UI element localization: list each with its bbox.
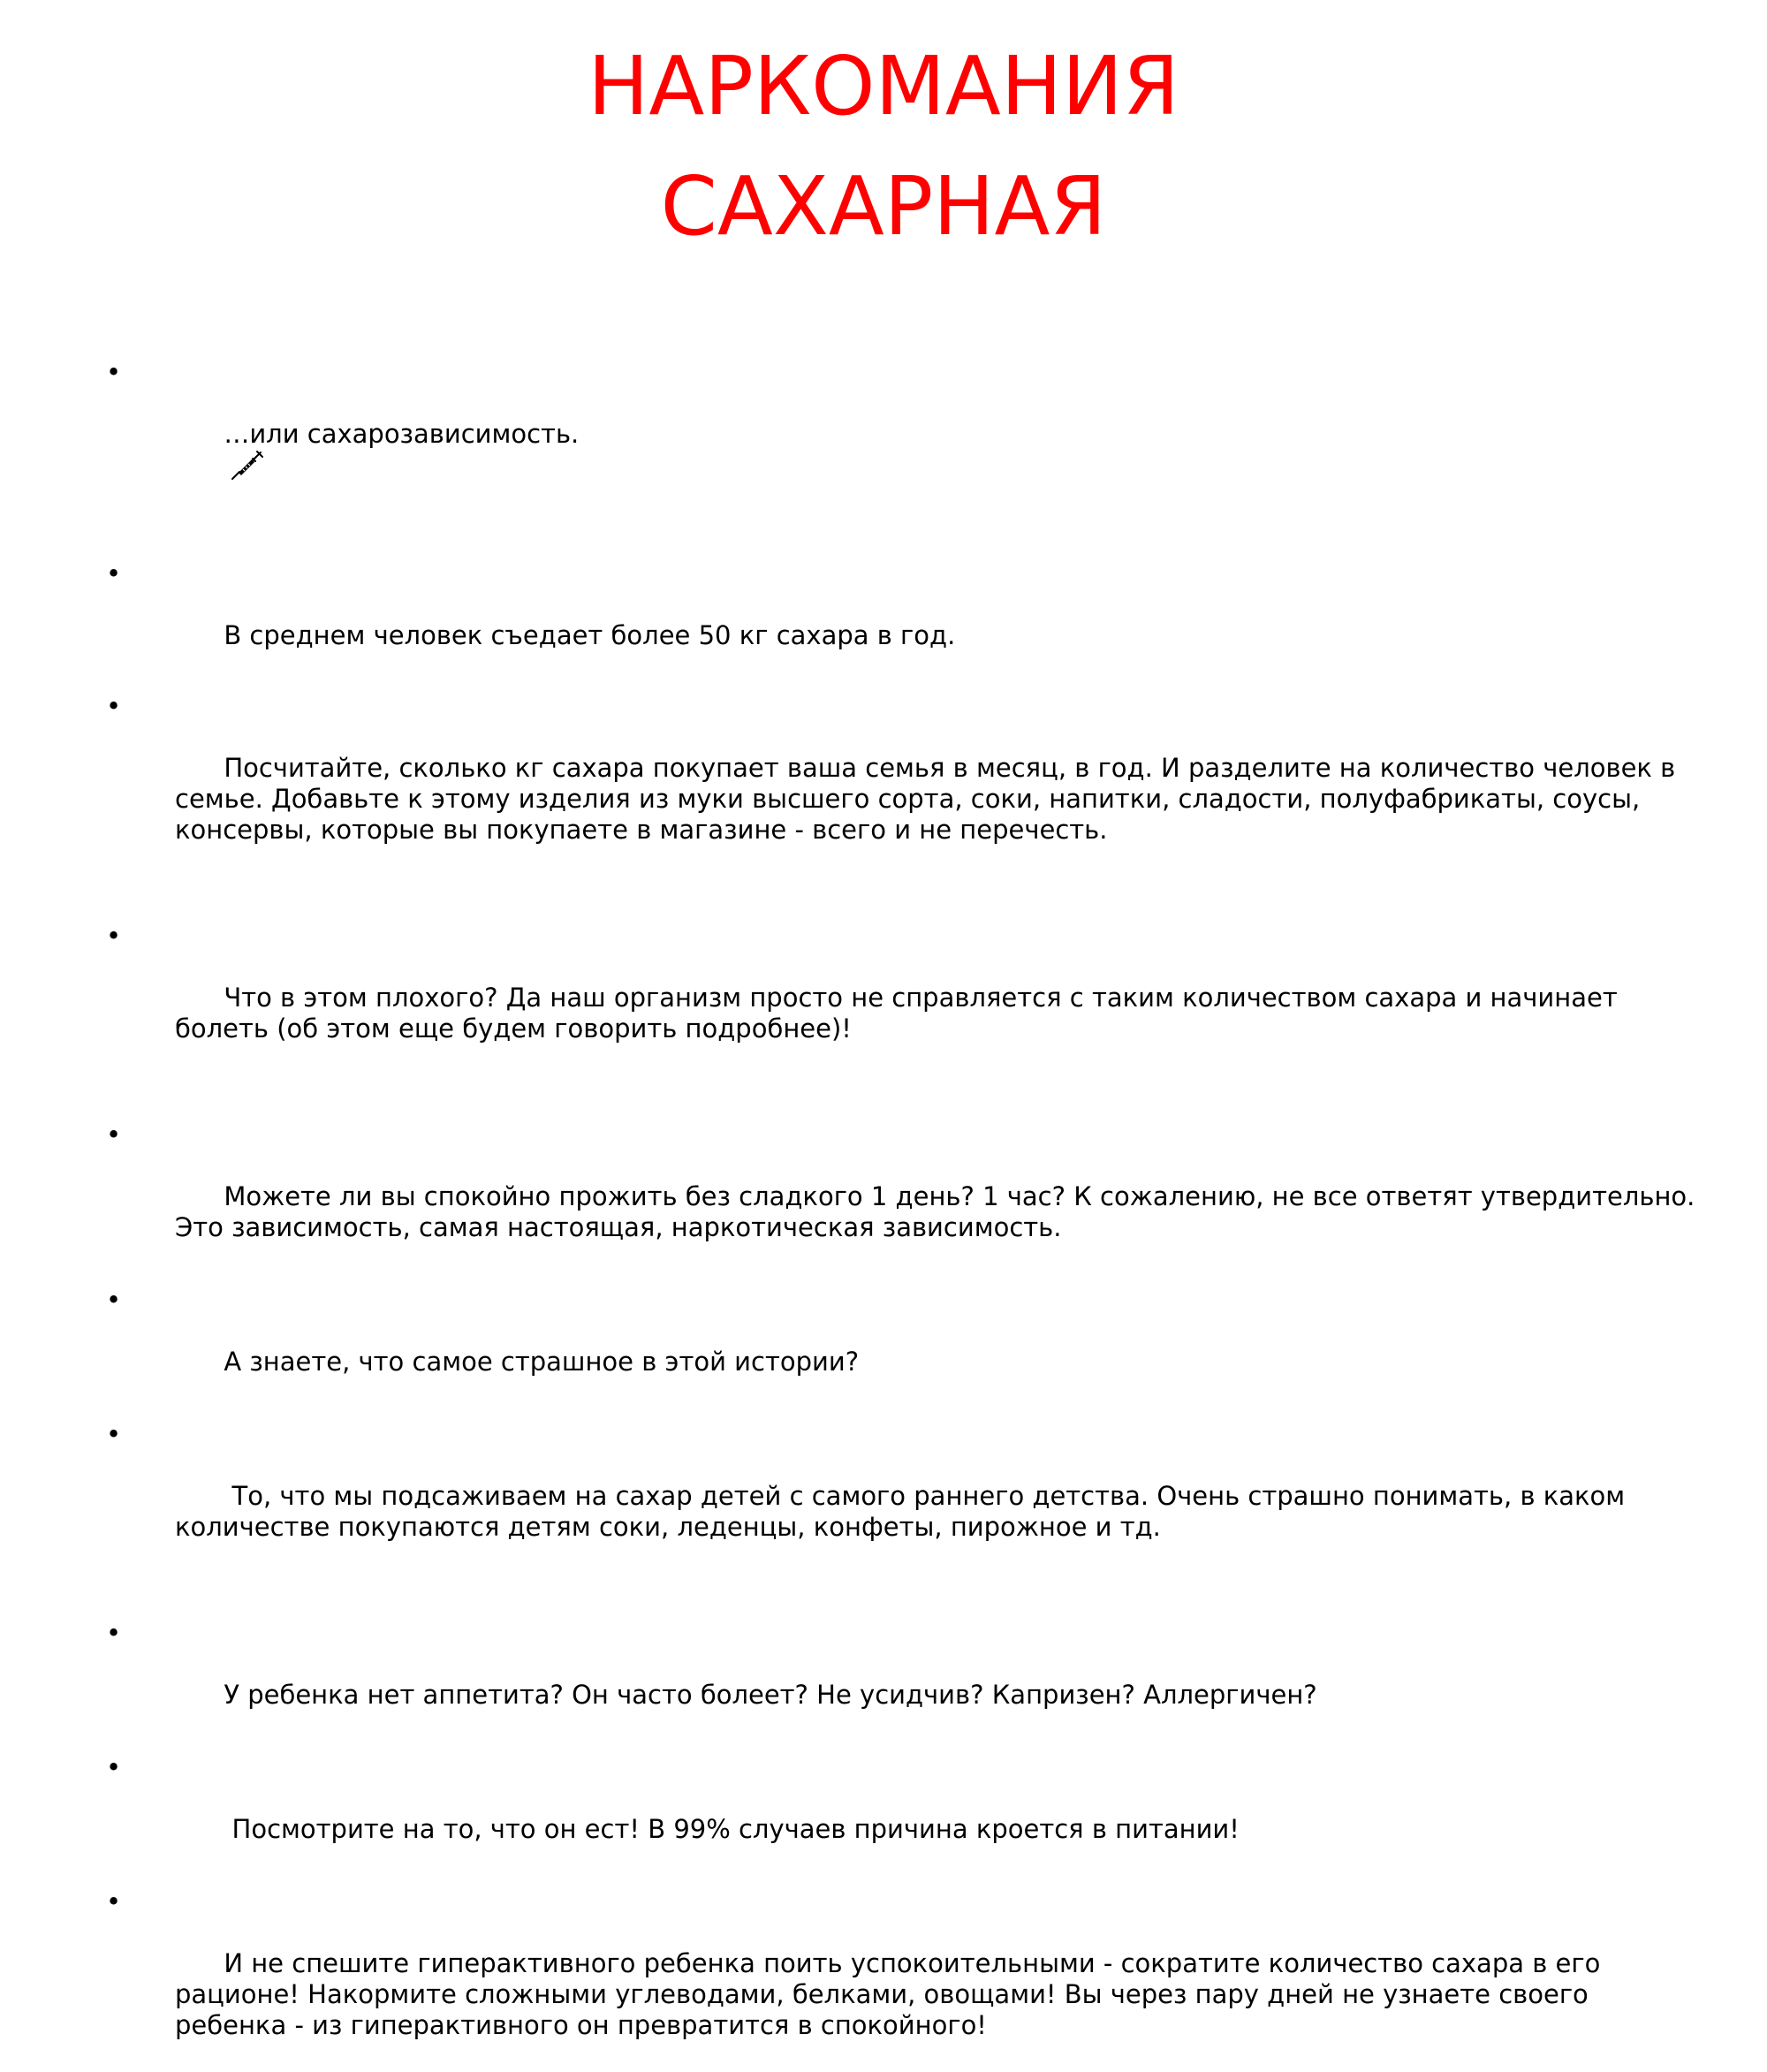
slide-title [0, 27, 1767, 267]
bullet-text: У ребенка нет аппетита? Он часто болеет? Не усидчив? Капризен? Аллергичен? [224, 1680, 1317, 1710]
bullet-text: Можете ли вы спокойно прожить без сладкого 1 день? 1 час? К сожалению, не все ответят утвердительно. Это зависимость, самая настоящая, наркотическая зависимость. [175, 1181, 1703, 1242]
bullet-dot: • [106, 1285, 122, 1315]
bullet-item-9 [0, 1752, 1767, 1876]
bullet-dot: • [106, 1886, 122, 1916]
bullet-item-2 [0, 558, 1767, 682]
bullet-dot: • [106, 1752, 122, 1782]
bullet-item-4 [0, 921, 1767, 1075]
bullet-text: Посмотрите на то, что он ест! В 99% случаев причина кроется в питании! [224, 1814, 1240, 1844]
bullet-text: То, что мы подсаживаем на сахар детей с самого раннего детства. Очень страшно понимать, в каком количестве покупаются детям соки, леденцы, конфеты, пирожное и тд. [175, 1481, 1634, 1542]
bullet-dot: • [106, 1119, 122, 1150]
bullet-list [0, 357, 1767, 2072]
bullet-text: В среднем человек съедает более 50 кг сахара в год. [224, 620, 956, 650]
bullet-item-5 [0, 1119, 1767, 1274]
bullet-item-10 [0, 1886, 1767, 2072]
title-line-2: САХАРНАЯ [660, 159, 1107, 254]
bullet-text: И не спешите гиперактивного ребенка поить успокоительными - сократите количество сахара в его рационе! Накормите сложными углеводами, белками, овощами! Вы через пару дней не узнаете своего ребенка - из гиперактивного он превратится в спокойного! [175, 1948, 1609, 2040]
syringe-icon [229, 450, 264, 480]
bullet-text: Посчитайте, сколько кг сахара покупает ваша семья в месяц, в год. И разделите на количество человек в семье. Добавьте к этому изделия из муки высшего сорта, соки, напитки, сладости, полуфабрикаты, соусы, консервы, которые вы покупаете в магазине - всего и не перечесть. [175, 753, 1684, 845]
bullet-dot: • [106, 691, 122, 721]
bullet-text: Что в этом плохого? Да наш организм просто не справляется с таким количеством сахара и начинает болеть (об этом еще будем говорить подробнее)! [175, 983, 1626, 1044]
bullet-dot: • [106, 558, 122, 588]
bullet-text: А знаете, что самое страшное в этой истории? [224, 1347, 860, 1377]
title-line-1: НАРКОМАНИЯ [588, 39, 1179, 133]
bullet-item-1 [0, 357, 1767, 514]
bullet-text: …или сахарозависимость. [224, 419, 580, 449]
bullet-dot: • [106, 921, 122, 951]
bullet-item-7 [0, 1419, 1767, 1574]
bullet-item-8 [0, 1618, 1767, 1742]
bullet-item-3 [0, 691, 1767, 877]
bullet-item-6 [0, 1285, 1767, 1408]
bullet-dot: • [106, 357, 122, 387]
bullet-dot: • [106, 1618, 122, 1648]
bullet-dot: • [106, 1419, 122, 1449]
